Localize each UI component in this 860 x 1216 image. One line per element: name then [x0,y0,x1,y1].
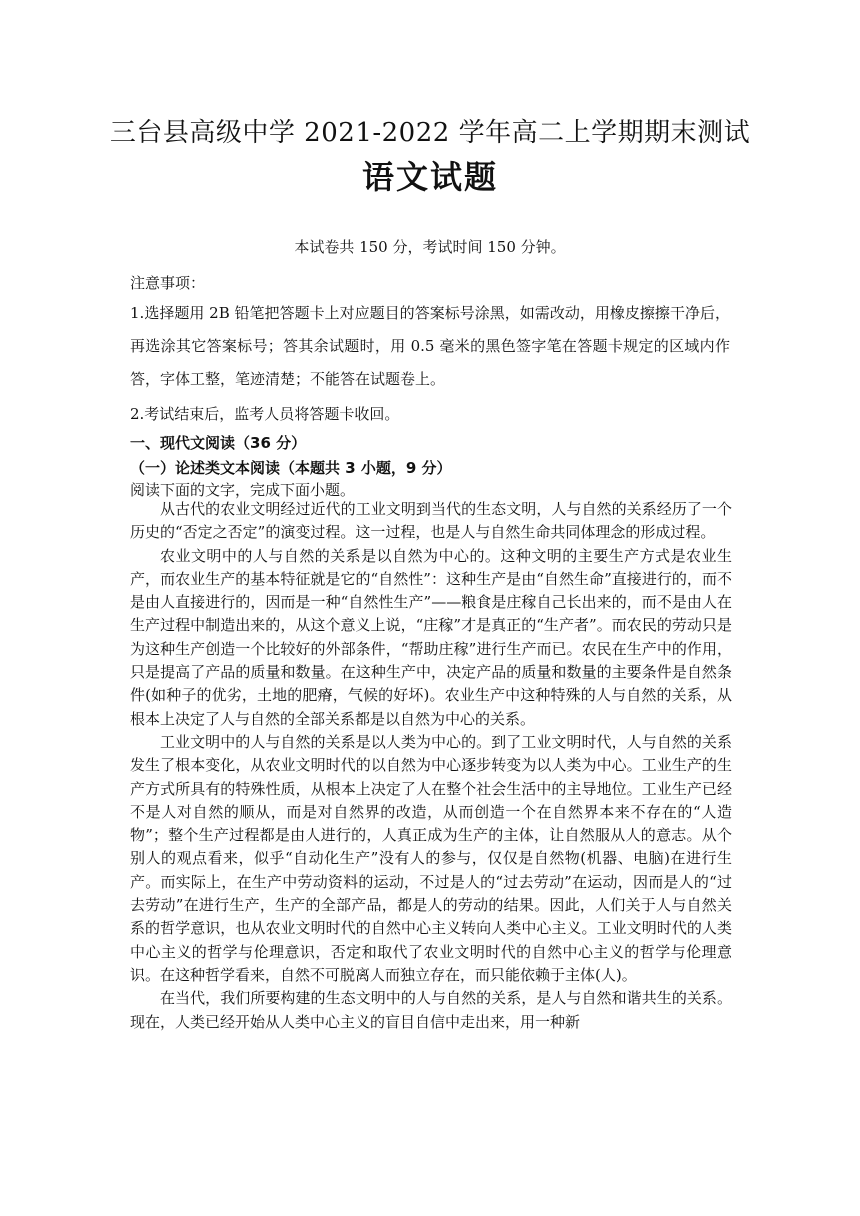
school-title: 三台县高级中学 2021-2022 学年高二上学期期末测试 [109,118,751,148]
article-paragraph: 从古代的农业文明经过近代的工业文明到当代的生态文明，人与自然的关系经历了一个历史的“否定之否定”的演变过程。这一过程，也是人与自然生命共同体理念的形成过程。 [130,500,732,542]
subject-title: 语文试题 [361,158,498,196]
article-paragraph: 在当代，我们所要构建的生态文明中的人与自然的关系，是人与自然和谐共生的关系。现在，人类已经开始从人类中心主义的盲目自信中走出来，用一种新 [130,989,732,1031]
exam-info: 本试卷共 150 分，考试时间 150 分钟。 [294,238,566,256]
article-paragraph: 工业文明中的人与自然的关系是以人类为中心的。到了工业文明时代，人与自然的关系发生了根本变化，从农业文明时代的以自然为中心逐步转变为以人类为中心。工业生产的生产方式所具有的特殊性质，从根本上决定了人在整个社会生活中的主导地位。工业生产已经不是人对自然的顺从，而是对自然界的改造，从而创造一个在自然界本来不存在的“人造物”；整个生产过程都是由人进行的，人真正成为生产的主体，让自然服从人的意志。从个别人的观点看来，似乎“自动化生产”没有人的参与，仅仅是自然物(机器、电脑)在进行生产。而实际上，在生产中劳动资料的运动，不过是人的“过去劳动”在运动，因而是人的“过去劳动”在进行生产，生产的全部产品，都是人的劳动的结果。因此，人们关于人与自然关系的哲学意识，也从农业文明时代的自然中心主义转向人类中心主义。工业文明时代的人类中心主义的哲学与伦理意识，否定和取代了农业文明时代的自然中心主义的哲学与伦理意识。在这种哲学看来，自然不可脱离人而独立存在，而只能依赖于主体(人)。 [130,732,732,984]
reading-instruction: 阅读下面的文字，完成下面小题。 [130,481,356,499]
notice-heading: 注意事项： [130,274,206,292]
notice-item-2: 2.考试结束后，监考人员将答题卡收回。 [130,405,400,423]
section-heading: 一、现代文阅读（36 分） [130,434,307,452]
subsection-heading: （一）论述类文本阅读（本题共 3 小题，9 分） [130,459,452,477]
article-text [130,498,732,1034]
notice-item-1: 1.选择题用 2B 铅笔把答题卡上对应题目的答案标号涂黑，如需改动，用橡皮擦擦干净后，再选涂其它答案标号；答其余试题时，用 0.5 毫米的黑色签字笔在答题卡规定的区域内作答，字体工整，笔迹清楚；不能答在试题卷上。 [130,304,730,388]
article-paragraph: 农业文明中的人与自然的关系是以自然为中心的。这种文明的主要生产方式是农业生产，而农业生产的基本特征就是它的“自然性”：这种生产是由“自然生命”直接进行的，而不是由人直接进行的，因而是一种“自然性生产”——粮食是庄稼自己长出来的，而不是由人在生产过程中制造出来的，从这个意义上说，“庄稼”才是真正的“生产者”。而农民的劳动只是为这种生产创造一个比较好的外部条件，“帮助庄稼”进行生产而已。农民在生产中的作用，只是提高了产品的质量和数量。在这种生产中，决定产品的质量和数量的主要条件是自然条件(如种子的优劣，土地的肥瘠，气候的好坏)。农业生产中这种特殊的人与自然的关系，从根本上决定了人与自然的全部关系都是以自然为中心的关系。 [130,546,732,728]
